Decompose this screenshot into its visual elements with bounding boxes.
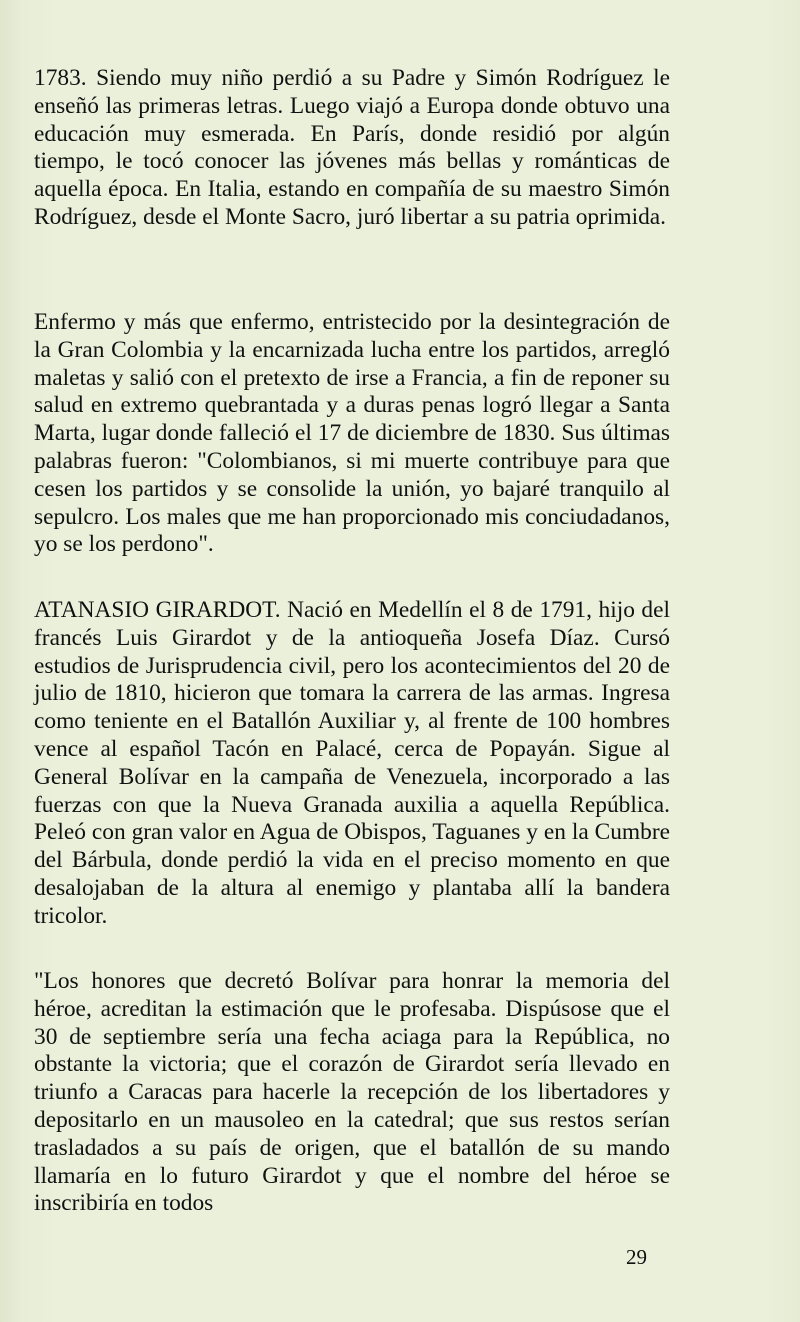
paragraph-bolivar-youth: 1783. Siendo muy niño perdió a su Padre y Simón Rodríguez le enseñó las primeras letras. Luego viajó a Europa donde obtuvo una educación muy esmerada. En París, donde residió por algún tiempo, le tocó conocer las jóvenes más bellas y románticas de aquella época. En Italia, estando en compañía de su maestro Simón Rodríguez, desde el Monte Sacro, juró libertar a su patria oprimida. — [34, 65, 670, 230]
paragraph-atanasio-girardot: ATANASIO GIRARDOT. Nació en Medellín el 8 de 1791, hijo del francés Luis Girardot y de la antioqueña Josefa Díaz. Cursó estudios de Jurisprudencia civil, pero los acontecimientos del 20 de julio de 1810, hicieron que tomara la carrera de las armas. Ingresa como teniente en el Batallón Auxiliar y, al frente de 100 hombres vence al español Tacón en Palacé, cerca de Popayán. Sigue al General Bolívar en la campaña de Venezuela, incorporado a las fuerzas con que la Nueva Granada auxilia a aquella República. Peleó con gran valor en Agua de Obispos, Taguanes y en la Cumbre del Bárbula, donde perdió la vida en el preciso momento en que desalojaban de la altura al enemigo y plantaba allí la bandera tricolor. — [34, 597, 670, 929]
paragraph-bolivar-death: Enfermo y más que enfermo, entristecido por la desintegración de la Gran Colombia y la encarnizada lucha entre los partidos, arregló maletas y salió con el pretexto de irse a Francia, a fin de reponer su salud en extremo quebrantada y a duras penas logró llegar a Santa Marta, lugar donde falleció el 17 de diciembre de 1830. Sus últimas palabras fueron: "Colombianos, si mi muerte contribuye para que cesen los partidos y se consolide la unión, yo bajaré tranquilo al sepulcro. Los males que me han proporcionado mis conciudadanos, yo se los perdono". — [34, 309, 670, 558]
page-number: 29 — [626, 1245, 647, 1269]
paragraph-girardot-honors: "Los honores que decretó Bolívar para honrar la memoria del héroe, acreditan la estimación que le profesaba. Dispúsose que el 30 de septiembre sería una fecha aciaga para la República, no obstante la victoria; que el corazón de Girardot sería llevado en triunfo a Caracas para hacerle la recepción de los libertadores y depositarlo en un mausoleo en la catedral; que sus restos serían trasladados a su país de origen, que el batallón de su mando llamaría en lo futuro Girardot y que el nombre del héroe se inscribiría en todos — [34, 968, 670, 1217]
